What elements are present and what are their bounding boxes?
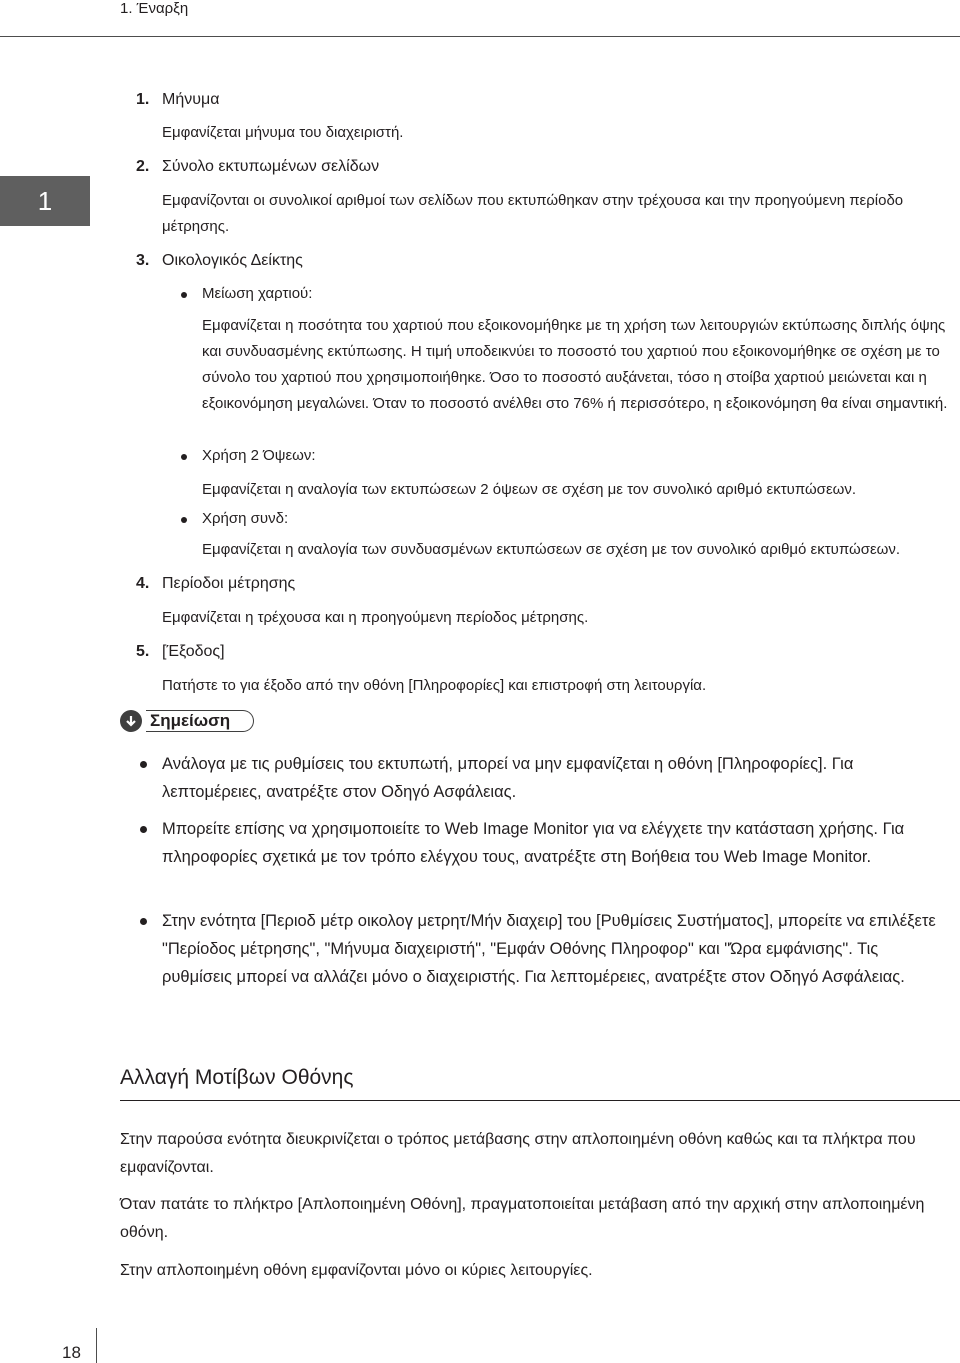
note-bullet	[140, 815, 950, 871]
running-header: 1. Έναρξη	[120, 0, 189, 17]
down-arrow-icon	[120, 710, 142, 732]
bullet-label: Μείωση χαρτιού:	[202, 285, 313, 302]
item-title: Μήνυμα	[162, 91, 220, 108]
item-description: Εμφανίζεται μήνυμα του διαχειριστή.	[162, 124, 404, 141]
item-number: 2.	[136, 158, 150, 175]
note-text: Στην ενότητα [Περιοδ μέτρ οικολογ μετρητ/Μήν διαχειρ] του [Ρυθμίσεις Συστήματος], μπορείτε να επιλέξετε "Περίοδος μέτρησης", "Μήνυμα διαχειριστή", "Εμφάν Οθόνης Πληροφορ" και "Ώρα εμφάνισης". Τις ρυθμίσεις μπορεί να αλλάζει μόνο ο διαχειριστής. Για λεπτομέρειες, ανατρέξτε στον Οδηγό Ασφάλειας.	[162, 912, 936, 986]
item-number: 5.	[136, 643, 150, 660]
paragraph: Στην παρούσα ενότητα διευκρινίζεται ο τρόπος μετάβασης στην απλοποιημένη οθόνη καθώς και τα πλήκτρα που εμφανίζονται.	[120, 1131, 916, 1176]
bullet-description: Εμφανίζεται η αναλογία των συνδυασμένων εκτυπώσεων σε σχέση με τον συνολικό αριθμό εκτυπώσεων.	[202, 541, 901, 558]
section-divider	[120, 1100, 960, 1101]
footer-divider	[96, 1328, 97, 1363]
section-title: Αλλαγή Μοτίβων Οθόνης	[120, 1066, 354, 1089]
item-title: [Έξοδος]	[162, 643, 225, 660]
bullet-icon	[181, 292, 187, 298]
bullet-icon	[181, 517, 187, 523]
item-description: Εμφανίζεται η τρέχουσα και η προηγούμενη περίοδος μέτρησης.	[162, 609, 589, 626]
note-badge	[120, 709, 254, 733]
chapter-tab: 1	[0, 176, 90, 226]
note-text: Μπορείτε επίσης να χρησιμοποιείτε το Web Image Monitor για να ελέγχετε την κατάσταση χρήσης. Για πληροφορίες σχετικά με τον τρόπο ελέγχου τους, ανατρέξτε στη Βοήθεια του Web Image Monitor.	[162, 820, 905, 866]
bullet-description: Εμφανίζεται η αναλογία των εκτυπώσεων 2 όψεων σε σχέση με τον συνολικό αριθμό εκτυπώσεων.	[202, 481, 857, 498]
bullet-icon	[181, 454, 187, 460]
item-number: 3.	[136, 252, 150, 269]
bullet-label: Χρήση συνδ:	[202, 510, 289, 527]
bullet-label: Χρήση 2 Όψεων:	[202, 447, 316, 464]
item-number: 4.	[136, 575, 150, 592]
bullet-icon	[140, 918, 147, 925]
item-number: 1.	[136, 91, 150, 108]
bullet-icon	[140, 761, 147, 768]
paragraph: Όταν πατάτε το πλήκτρο [Απλοποιημένη Οθόνη], πραγματοποιείται μετάβαση από την αρχική στην απλοποιημένη οθόνη.	[120, 1196, 925, 1241]
item-description: Εμφανίζονται οι συνολικοί αριθμοί των σελίδων που εκτυπώθηκαν στην τρέχουσα και την προηγούμενη περίοδο μέτρησης.	[162, 192, 904, 235]
item-description: Πατήστε το για έξοδο από την οθόνη [Πληροφορίες] και επιστροφή στη λειτουργία.	[162, 677, 707, 694]
note-bullet	[140, 907, 950, 991]
item-title: Περίοδοι μέτρησης	[162, 575, 296, 592]
note-bullet	[140, 750, 950, 806]
bullet-description: Εμφανίζεται η ποσότητα του χαρτιού που εξοικονομήθηκε με τη χρήση των λειτουργιών εκτύπωσης διπλής όψης και συνδυασμένης εκτύπωσης. Η τιμή υποδεικνύει το ποσοστό του χαρτιού που εξοικονομήθηκε σε σχέση με το σύνολο του χαρτιού που χρησιμοποιήθηκε. Όσο το ποσοστό αυξάνεται, τόσο η στοίβα χαρτιού μειώνεται και η εξοικονόμηση μεγαλώνει. Όταν το ποσοστό ανέλθει στο 76% ή περισσότερο, η εξοικονόμηση θα είναι σημαντική.	[202, 317, 948, 412]
paragraph: Στην απλοποιημένη οθόνη εμφανίζονται μόνο οι κύριες λειτουργίες.	[120, 1262, 593, 1279]
header-divider	[0, 36, 960, 37]
bullet-icon	[140, 826, 147, 833]
page-number: 18	[62, 1343, 81, 1362]
item-title: Σύνολο εκτυπωμένων σελίδων	[162, 158, 380, 175]
item-title: Οικολογικός Δείκτης	[162, 252, 303, 269]
note-text: Ανάλογα με τις ρυθμίσεις του εκτυπωτή, μπορεί να μην εμφανίζεται η οθόνη [Πληροφορίες]. Για λεπτομέρειες, ανατρέξτε στον Οδηγό Ασφάλειας.	[162, 755, 854, 801]
note-label: Σημείωση	[146, 710, 254, 732]
